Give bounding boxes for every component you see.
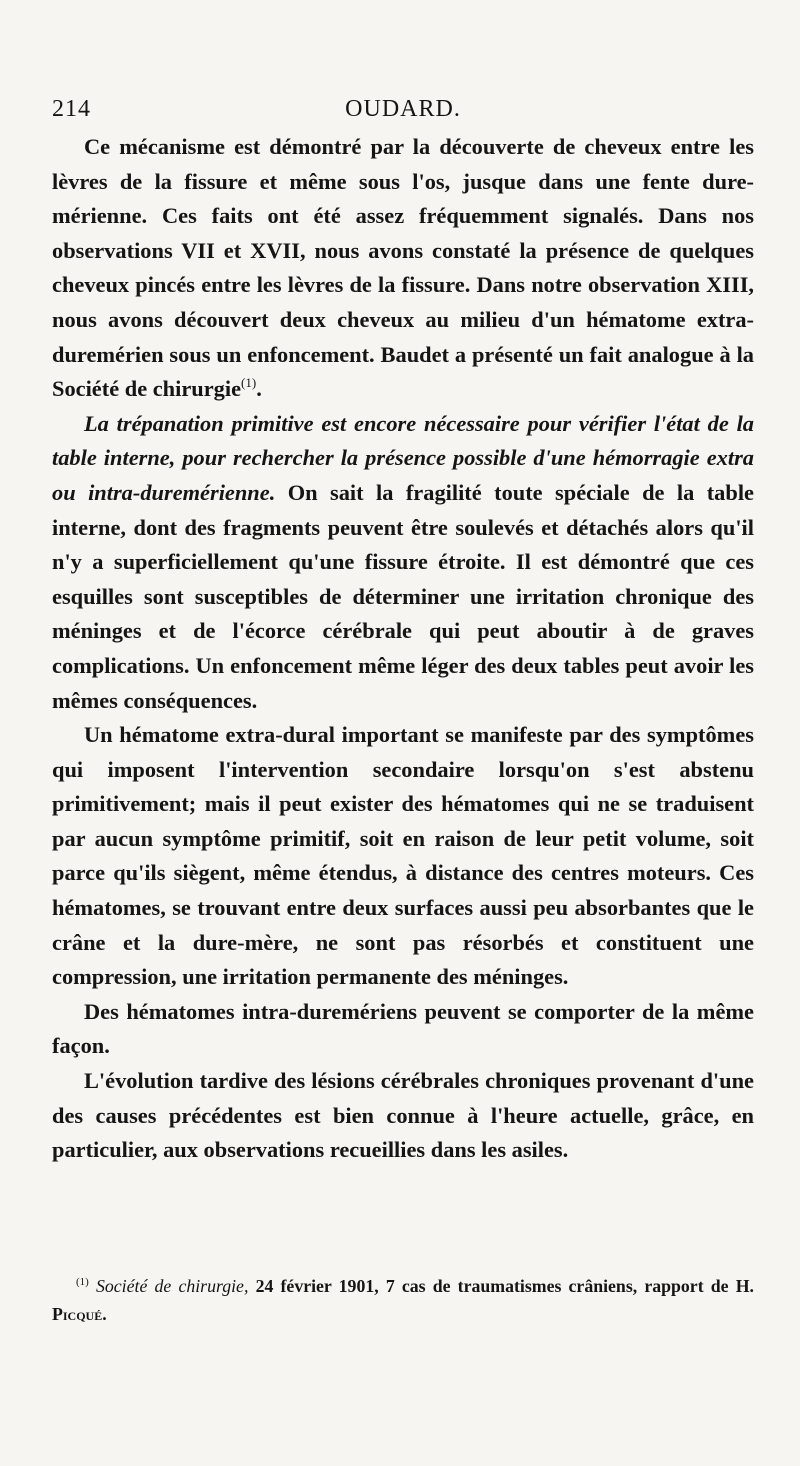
paragraph-3: Un hématome extra-dural important se manifeste par des symptômes qui imposent l'intervention secondaire lorsqu'on s'est abstenu primitivement; mais il peut exister des hématomes qui ne se traduisent par aucun symptôme primitif, soit en raison de leur petit volume, soit parce qu'ils siègent, même étendus, à distance des centres moteurs. Ces hématomes, se trouvant entre deux surfaces aussi peu absorbantes que le crâne et la dure-mère, ne sont pas résorbés et constituent une compression, une irritation permanente des méninges. <box>52 722 754 990</box>
page-number: 214 <box>52 96 91 122</box>
body-text <box>52 130 754 1168</box>
footnote: $^{(1)}$ Société de chirurgie, 24 février 1901, 7 cas de traumatismes crâniens, rapport de H. Picqué. <box>52 1276 754 1324</box>
paragraph-1: Ce mécanisme est démontré par la découverte de cheveux entre les lèvres de la fissure et même sous l'os, jusque dans une fente dure-mérienne. Ces faits ont été assez fréquemment signalés. Dans nos observations VII et XVII, nous avons constaté la présence de quelques cheveux pincés entre les lèvres de la fissure. Dans notre observation XIII, nous avons découvert deux cheveux au milieu d'un hématome extra-duremérien sous un enfoncement. Baudet a présenté un fait analogue à la Société de chirurgie$^{(1)}$. <box>52 134 754 402</box>
footnote-reference: (1) <box>241 375 257 391</box>
page-header <box>52 96 754 130</box>
running-title: OUDARD. <box>345 96 461 122</box>
paragraph-5: L'évolution tardive des lésions cérébrales chroniques provenant d'une des causes précédentes est bien connue à l'heure actuelle, grâce, en particulier, aux observations recueillies dans les asiles. <box>52 1068 754 1163</box>
paragraph-2: La trépanation primitive est encore nécessaire pour vérifier l'état de la table interne, pour rechercher la présence possible d'une hémorragie extra ou intra-duremérienne. On sait la fragilité toute spéciale de la table interne, dont des fragments peuvent être soulevés et détachés alors qu'il n'y a superficiellement qu'une fissure étroite. Il est démontré que ces esquilles sont susceptibles de déterminer une irritation chronique des méninges et de l'écorce cérébrale qui peut aboutir à de graves complications. Un enfoncement même léger des deux tables peut avoir les mêmes conséquences. <box>52 410 754 713</box>
footnote-author: Picqué <box>52 1304 103 1324</box>
paragraph-4: Des hématomes intra-duremériens peuvent se comporter de la même façon. <box>52 998 754 1059</box>
footnote-marker: (1) <box>76 1276 89 1288</box>
footnote-source: Société de chirurgie, <box>96 1276 249 1296</box>
italic-thesis: La trépanation primitive est encore nécessaire pour vérifier l'état de la table interne, pour rechercher la présence possible d'une hémorragie extra ou intra-duremérienne. <box>52 410 754 505</box>
